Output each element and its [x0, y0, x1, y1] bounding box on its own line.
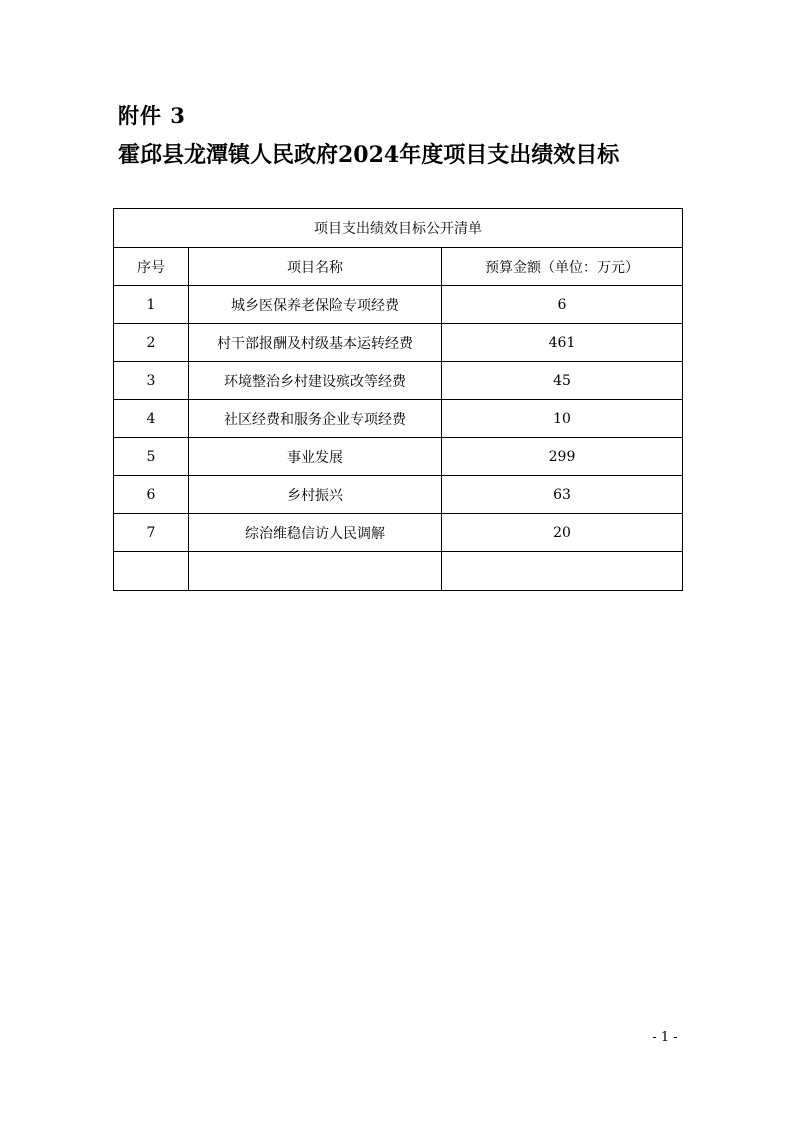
project-table — [113, 208, 683, 591]
row-index: 3 — [114, 362, 189, 400]
row-index: 1 — [114, 286, 189, 324]
table-row — [114, 438, 683, 476]
row-budget — [442, 552, 683, 591]
row-project-name: 城乡医保养老保险专项经费 — [189, 286, 442, 324]
header-budget: 预算金额（单位：万元） — [442, 248, 683, 286]
row-index: 4 — [114, 400, 189, 438]
table-row — [114, 476, 683, 514]
table-caption-row — [114, 209, 683, 248]
table-row — [114, 362, 683, 400]
table-row — [114, 286, 683, 324]
row-budget: 20 — [442, 514, 683, 552]
row-index: 2 — [114, 324, 189, 362]
row-index — [114, 552, 189, 591]
header-index: 序号 — [114, 248, 189, 286]
row-budget: 6 — [442, 286, 683, 324]
row-budget: 45 — [442, 362, 683, 400]
row-project-name — [189, 552, 442, 591]
row-project-name: 村干部报酬及村级基本运转经费 — [189, 324, 442, 362]
table-header-row — [114, 248, 683, 286]
table-row — [114, 324, 683, 362]
row-budget: 299 — [442, 438, 683, 476]
table-row-empty — [114, 552, 683, 591]
table-row — [114, 514, 683, 552]
header-project-name: 项目名称 — [189, 248, 442, 286]
table-row — [114, 400, 683, 438]
row-project-name: 综治维稳信访人民调解 — [189, 514, 442, 552]
table-caption: 项目支出绩效目标公开清单 — [114, 209, 683, 248]
row-project-name: 环境整治乡村建设殡改等经费 — [189, 362, 442, 400]
row-index: 5 — [114, 438, 189, 476]
page-number: - 1 - — [652, 1030, 678, 1045]
row-project-name: 社区经费和服务企业专项经费 — [189, 400, 442, 438]
document-title: 霍邱县龙潭镇人民政府2024年度项目支出绩效目标 — [118, 142, 620, 168]
row-budget: 10 — [442, 400, 683, 438]
row-project-name: 事业发展 — [189, 438, 442, 476]
attachment-label: 附件 3 — [118, 103, 186, 128]
row-project-name: 乡村振兴 — [189, 476, 442, 514]
row-budget: 63 — [442, 476, 683, 514]
row-index: 6 — [114, 476, 189, 514]
row-budget: 461 — [442, 324, 683, 362]
row-index: 7 — [114, 514, 189, 552]
